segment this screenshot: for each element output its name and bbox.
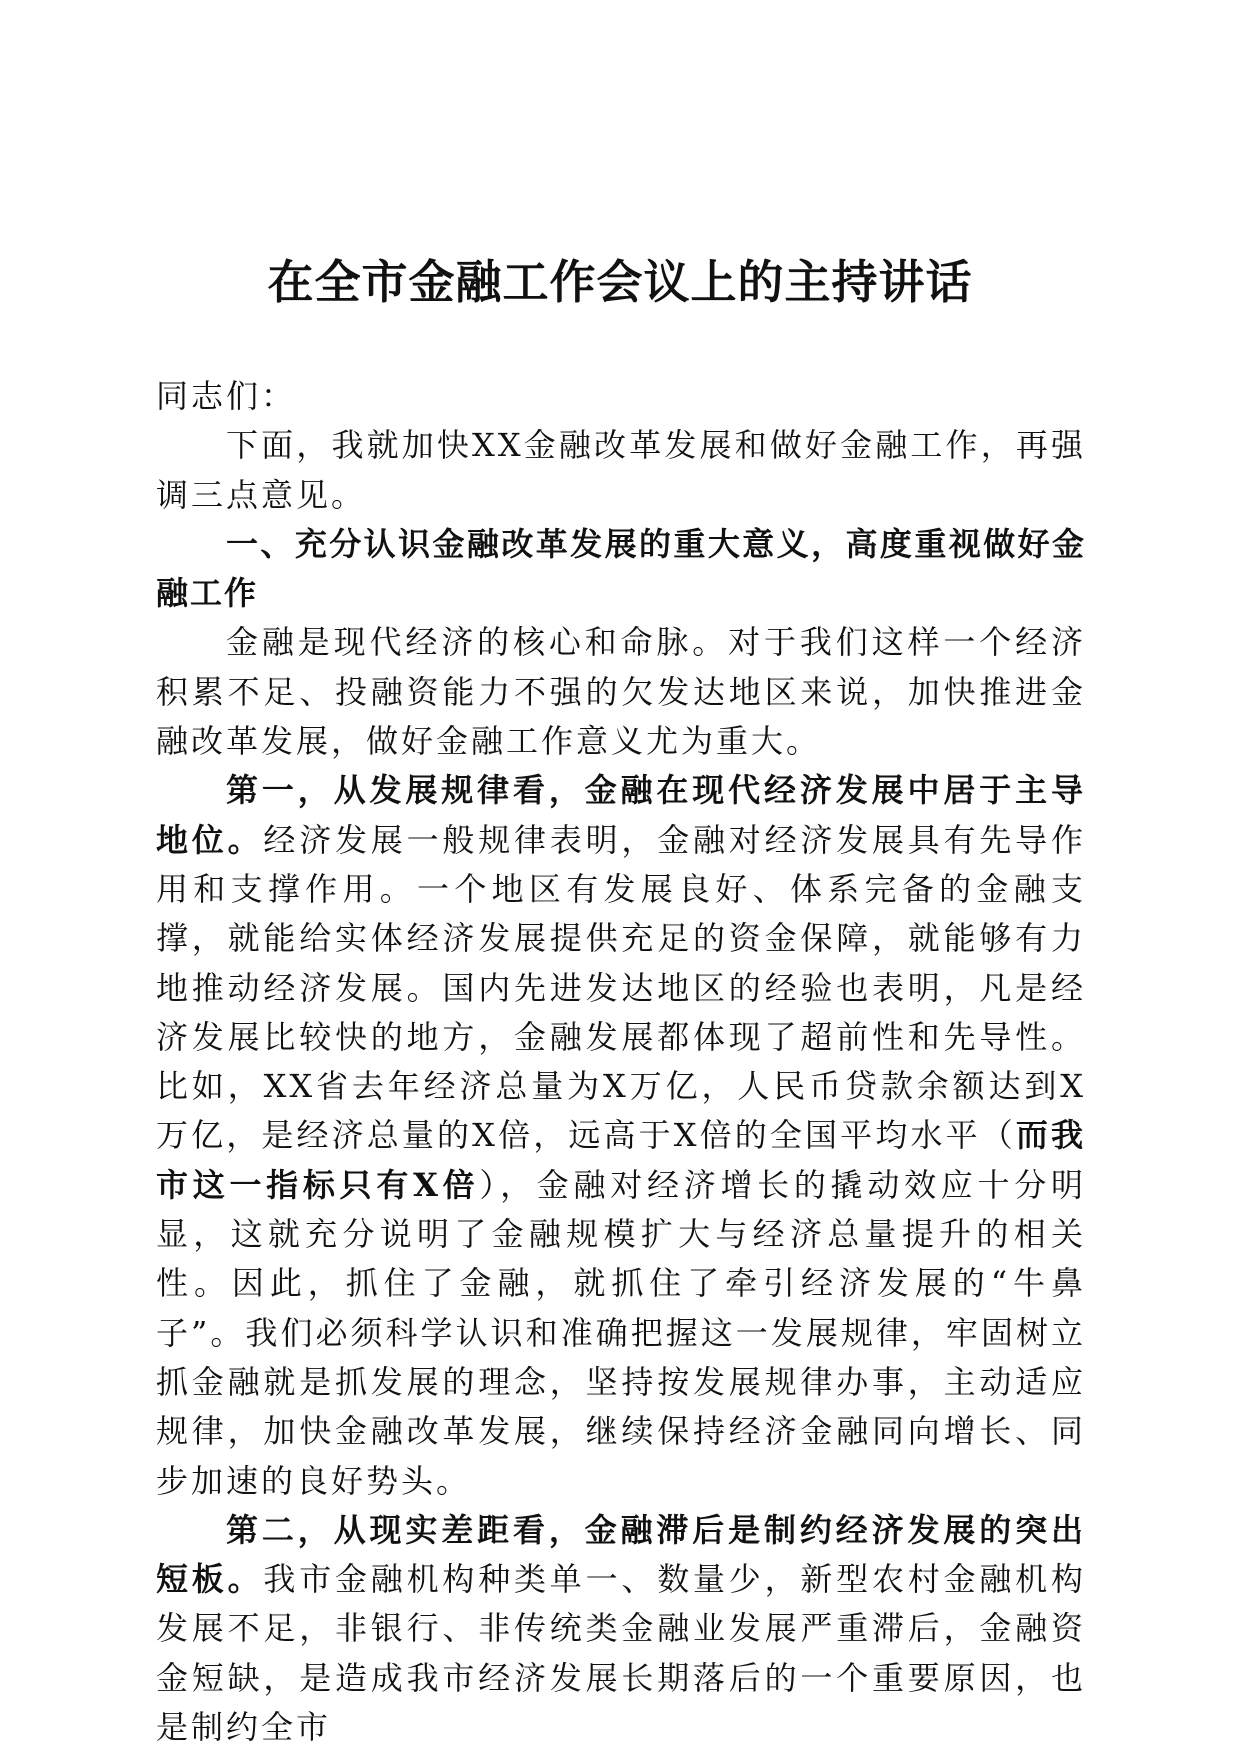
salutation: 同志们： (156, 377, 297, 415)
point-2-paragraph (156, 1506, 1086, 1752)
paragraph-1: 金融是现代经济的核心和命脉。对于我们这样一个经济积累不足、投融资能力不强的欠发达地区来说，加快推进金融改革发展，做好金融工作意义尤为重大。 (156, 623, 1086, 761)
point-1-text-a: 经济发展一般规律表明，金融对经济发展具有先导作用和支撑作用。一个地区有发展良好、体系完备的金融支撑，就能给实体经济发展提供充足的资金保障，就能够有力地推动经济发展。国内先进发达地区的经验也表明，凡是经济发展比较快的地方，金融发展都体现了超前性和先导性。比如，XX省去年经济总量为X万亿，人民币贷款余额达到X万亿，是经济总量的X倍，远高于X倍的全国平均水平（ (156, 820, 1086, 1155)
section-heading-1: 一、充分认识金融改革发展的重大意义，高度重视做好金融工作 (156, 524, 1086, 613)
document-body (156, 372, 1086, 1752)
point-2-text: 我市金融机构种类单一、数量少，新型农村金融机构发展不足，非银行、非传统类金融业发展严重滞后，金融资金短缺，是造成我市经济发展长期落后的一个重要原因，也是制约全市 (156, 1560, 1086, 1747)
document-title: 在全市金融工作会议上的主持讲话 (267, 255, 973, 309)
point-1-text-b: ），金融对经济增长的撬动效应十分明显，这就充分说明了金融规模扩大与经济总量提升的相关性。因此，抓住了金融，就抓住了牵引经济发展的“牛鼻子”。我们必须科学认识和准确把握这一发展规律，牢固树立抓金融就是抓发展的理念，坚持按发展规律办事，主动适应规律，加快金融改革发展，继续保持经济金融同向增长、同步加速的良好势头。 (156, 1165, 1086, 1500)
point-1-paragraph (156, 766, 1086, 1505)
point-2-lead: 第二，从现实差距看，金融滞后是制约经济发展的突出短板。 (156, 1510, 1086, 1599)
intro-paragraph: 下面，我就加快XX金融改革发展和做好金融工作，再强调三点意见。 (156, 426, 1086, 514)
point-1-bold-note: 而我市这一指标只有X倍 (156, 1116, 1086, 1204)
point-1-lead: 第一，从发展规律看，金融在现代经济发展中居于主导地位。 (156, 771, 1086, 859)
